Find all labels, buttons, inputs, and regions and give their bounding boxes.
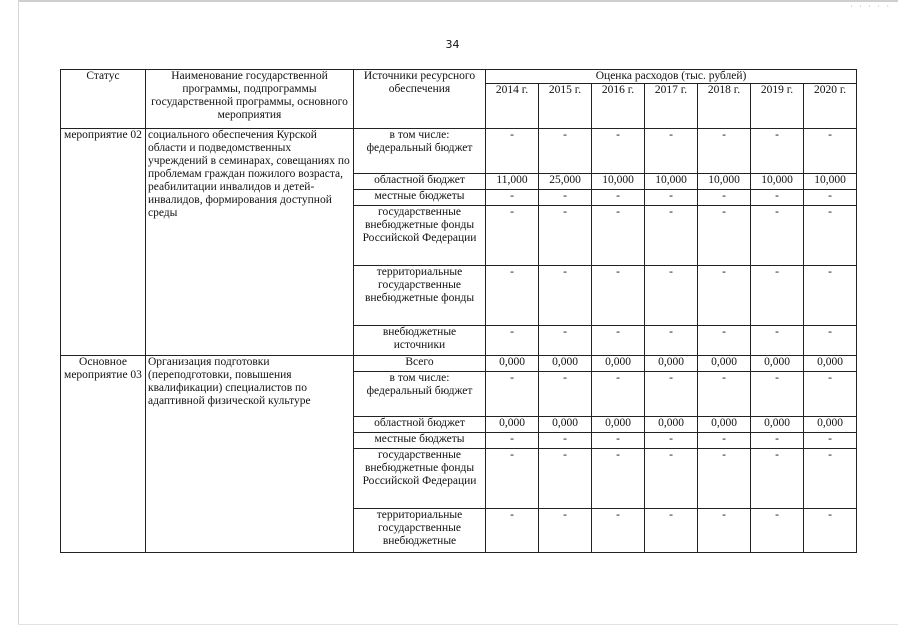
header-year: 2019 г. xyxy=(751,84,804,129)
value-cell: - xyxy=(751,433,804,449)
program-name-cell: Организация подготовки (переподготовки, повышения квалификации) специалистов по адаптивной физической культуре xyxy=(146,356,354,553)
scan-artifact-dots: · · · · · xyxy=(850,2,891,11)
value-cell: 0,000 xyxy=(539,356,592,372)
value-cell: - xyxy=(645,433,698,449)
value-cell: - xyxy=(751,129,804,174)
value-cell: 0,000 xyxy=(486,356,539,372)
header-year: 2016 г. xyxy=(592,84,645,129)
value-cell: - xyxy=(592,129,645,174)
value-cell: - xyxy=(751,190,804,206)
status-cell: Основное мероприятие 03 xyxy=(61,356,146,553)
value-cell: - xyxy=(486,266,539,326)
value-cell: 25,000 xyxy=(539,174,592,190)
source-cell: территориальные государственные внебюджетные фонды xyxy=(354,266,486,326)
value-cell: - xyxy=(698,206,751,266)
header-year: 2017 г. xyxy=(645,84,698,129)
value-cell: 0,000 xyxy=(751,417,804,433)
page-number: 34 xyxy=(445,38,460,51)
value-cell: - xyxy=(539,206,592,266)
value-cell: - xyxy=(539,449,592,509)
value-cell: - xyxy=(592,266,645,326)
source-cell: территориальные государственные внебюджетные xyxy=(354,509,486,553)
source-cell: местные бюджеты xyxy=(354,190,486,206)
value-cell: 0,000 xyxy=(539,417,592,433)
value-cell: - xyxy=(592,433,645,449)
value-cell: 0,000 xyxy=(698,356,751,372)
value-cell: 0,000 xyxy=(592,356,645,372)
value-cell: 10,000 xyxy=(645,174,698,190)
source-cell: государственные внебюджетные фонды Российской Федерации xyxy=(354,206,486,266)
value-cell: - xyxy=(592,190,645,206)
value-cell: - xyxy=(539,372,592,417)
value-cell: - xyxy=(486,326,539,356)
value-cell: - xyxy=(804,433,857,449)
header-year: 2015 г. xyxy=(539,84,592,129)
value-cell: - xyxy=(645,190,698,206)
value-cell: - xyxy=(645,326,698,356)
budget-table-body xyxy=(61,70,857,553)
budget-table xyxy=(60,69,857,553)
header-year: 2020 г. xyxy=(804,84,857,129)
source-cell: в том числе: федеральный бюджет xyxy=(354,129,486,174)
value-cell: - xyxy=(804,509,857,553)
value-cell: - xyxy=(486,372,539,417)
value-cell: 0,000 xyxy=(804,356,857,372)
value-cell: - xyxy=(698,509,751,553)
table-row xyxy=(61,356,857,372)
header-sources: Источники ресурсного обеспечения xyxy=(354,70,486,129)
value-cell: - xyxy=(592,372,645,417)
value-cell: - xyxy=(804,206,857,266)
value-cell: 0,000 xyxy=(751,356,804,372)
header-name: Наименование государственной программы, подпрограммы государственной программы, основного мероприятия xyxy=(146,70,354,129)
value-cell: 10,000 xyxy=(592,174,645,190)
scan-edge-bottom xyxy=(18,624,898,625)
value-cell: - xyxy=(804,372,857,417)
value-cell: - xyxy=(539,190,592,206)
value-cell: - xyxy=(592,449,645,509)
value-cell: - xyxy=(751,326,804,356)
value-cell: - xyxy=(645,266,698,326)
scan-edge-left xyxy=(18,0,19,625)
value-cell: - xyxy=(592,206,645,266)
scan-edge-top xyxy=(18,0,898,2)
value-cell: 0,000 xyxy=(804,417,857,433)
value-cell: - xyxy=(698,326,751,356)
value-cell: - xyxy=(486,449,539,509)
value-cell: 0,000 xyxy=(698,417,751,433)
value-cell: - xyxy=(698,190,751,206)
header-row-top xyxy=(61,70,857,84)
value-cell: - xyxy=(539,326,592,356)
value-cell: - xyxy=(486,129,539,174)
value-cell: - xyxy=(698,266,751,326)
value-cell: - xyxy=(751,509,804,553)
value-cell: - xyxy=(539,433,592,449)
value-cell: - xyxy=(486,433,539,449)
source-cell: Всего xyxy=(354,356,486,372)
value-cell: - xyxy=(698,449,751,509)
header-status: Статус xyxy=(61,70,146,129)
source-cell: областной бюджет xyxy=(354,174,486,190)
source-cell: областной бюджет xyxy=(354,417,486,433)
status-cell: мероприятие 02 xyxy=(61,129,146,356)
value-cell: - xyxy=(486,206,539,266)
value-cell: - xyxy=(486,509,539,553)
program-name-cell: социального обеспечения Курской области и подведомственных учреждений в семинарах, совещаниях по проблемам граждан пожилого возраста, реабилитации инвалидов и детей-инвалидов, формирования доступной среды xyxy=(146,129,354,356)
value-cell: - xyxy=(751,266,804,326)
value-cell: 0,000 xyxy=(592,417,645,433)
value-cell: - xyxy=(645,206,698,266)
value-cell: - xyxy=(804,326,857,356)
value-cell: - xyxy=(804,190,857,206)
value-cell: - xyxy=(751,206,804,266)
value-cell: - xyxy=(486,190,539,206)
header-year: 2018 г. xyxy=(698,84,751,129)
value-cell: - xyxy=(751,372,804,417)
value-cell: 10,000 xyxy=(804,174,857,190)
source-cell: в том числе: федеральный бюджет xyxy=(354,372,486,417)
header-year: 2014 г. xyxy=(486,84,539,129)
value-cell: - xyxy=(645,509,698,553)
value-cell: - xyxy=(698,433,751,449)
value-cell: 10,000 xyxy=(698,174,751,190)
source-cell: внебюджетные источники xyxy=(354,326,486,356)
value-cell: - xyxy=(698,129,751,174)
value-cell: 0,000 xyxy=(645,356,698,372)
header-estimate: Оценка расходов (тыс. рублей) xyxy=(486,70,857,84)
value-cell: - xyxy=(645,449,698,509)
source-cell: местные бюджеты xyxy=(354,433,486,449)
source-cell: государственные внебюджетные фонды Российской Федерации xyxy=(354,449,486,509)
value-cell: 0,000 xyxy=(486,417,539,433)
value-cell: - xyxy=(592,509,645,553)
value-cell: 11,000 xyxy=(486,174,539,190)
value-cell: 0,000 xyxy=(645,417,698,433)
value-cell: - xyxy=(539,266,592,326)
value-cell: - xyxy=(698,372,751,417)
value-cell: - xyxy=(804,266,857,326)
value-cell: - xyxy=(751,449,804,509)
value-cell: 10,000 xyxy=(751,174,804,190)
value-cell: - xyxy=(592,326,645,356)
value-cell: - xyxy=(804,449,857,509)
value-cell: - xyxy=(645,372,698,417)
value-cell: - xyxy=(804,129,857,174)
value-cell: - xyxy=(645,129,698,174)
value-cell: - xyxy=(539,509,592,553)
table-row xyxy=(61,129,857,174)
value-cell: - xyxy=(539,129,592,174)
